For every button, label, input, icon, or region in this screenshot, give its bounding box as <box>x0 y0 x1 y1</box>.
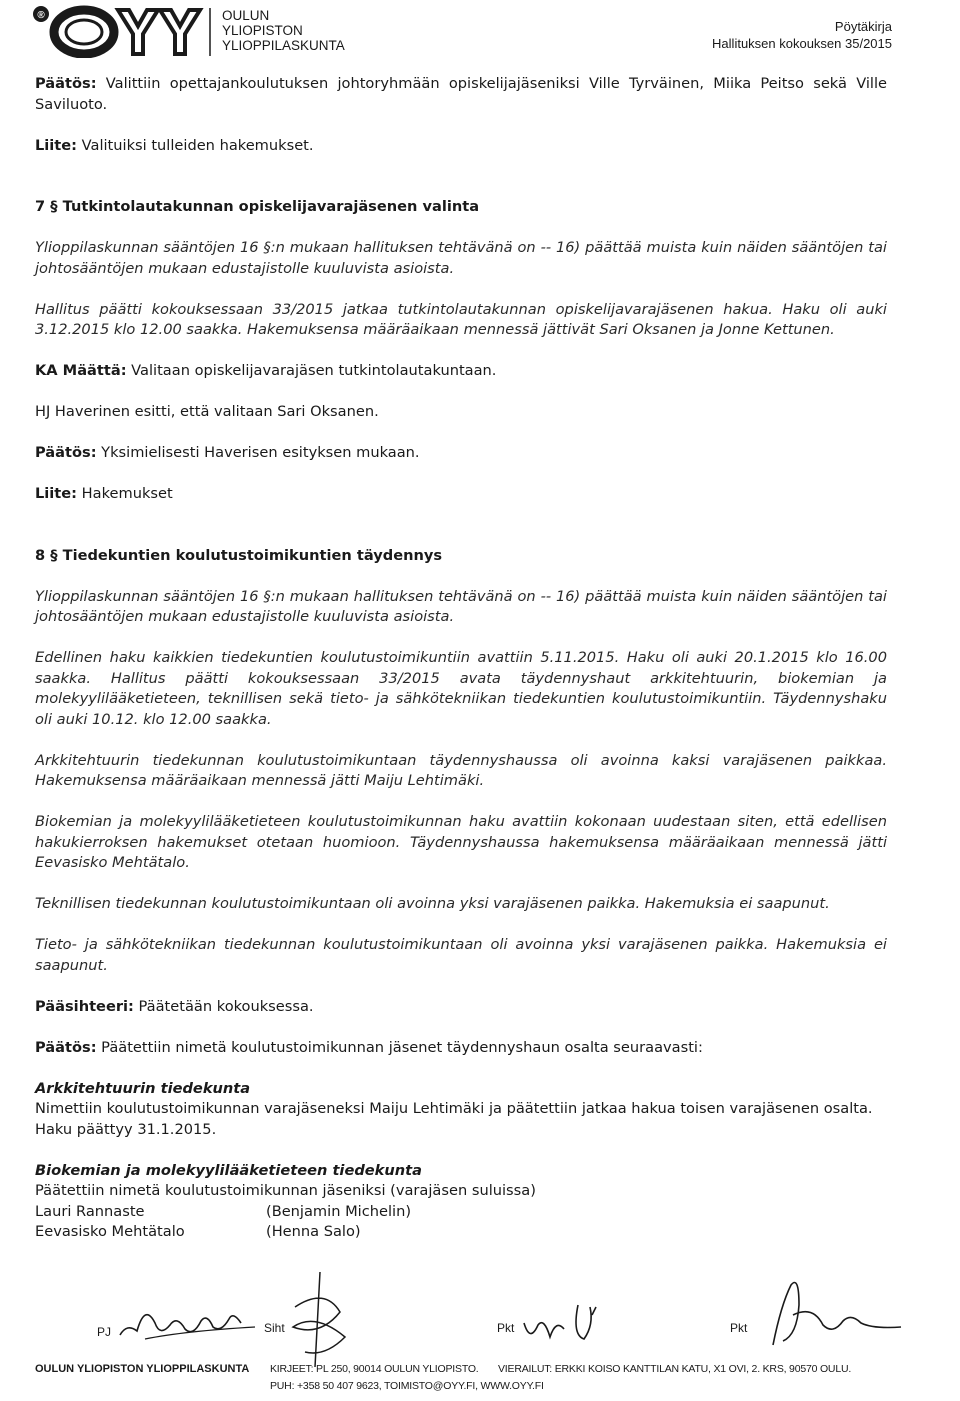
logo-line-2: YLIOPISTON <box>222 23 303 38</box>
attachment-label: Liite: <box>35 136 78 154</box>
minutes-checker-2-signature <box>753 1265 903 1355</box>
oyy-logo <box>32 4 212 58</box>
logo-line-1: OULUN <box>222 8 270 23</box>
footer-postal-address: KIRJEET: PL 250, 90014 OULUN YLIOPISTO. <box>270 1363 479 1375</box>
deputy-name: (Henna Salo) <box>266 1223 361 1240</box>
minutes-checker-1-label: Pkt <box>497 1321 515 1335</box>
section-8-paragraph-3: Biokemian ja molekyylilääketieteen koulutustoimikunnan haku avattiin kokonaan uudestaan siten, että edellisen hakukierroksen hakemukset otetaan huomioon. Täydennyshaussa hakemuksensa määräaikaan mennessä jätti Eevasisko Mehtätalo. <box>35 813 887 871</box>
architecture-faculty-text: Nimettiin koulutustoimikunnan varajäseneksi Maiju Lehtimäki ja päätettiin jatkaa hakua toisen varajäsenen osalta. Haku päättyy 31.1.2015. <box>35 1100 873 1138</box>
footer-visiting-address: VIERAILUT: ERKKI KOISO KANTTILAN KATU, X1 OVI, 2. KRS, 90570 OULU. <box>498 1363 852 1375</box>
document-type: Pöytäkirja <box>834 19 892 34</box>
decision-text: Valittiin opettajankoulutuksen johtoryhmään opiskelijajäseniksi Ville Tyrväinen, Miika Peitso sekä Ville Saviluoto. <box>35 75 887 113</box>
meeting-number: Hallituksen kokouksen 35/2015 <box>712 36 892 51</box>
footer-contact: PUH: +358 50 407 9623, TOIMISTO@OYY.FI, WWW.OYY.FI <box>270 1380 544 1392</box>
document-body <box>35 74 887 1243</box>
secretary-label: Siht <box>264 1321 285 1335</box>
member-row <box>35 1222 887 1243</box>
section-7-decision <box>35 443 887 464</box>
logo-line-3: YLIOPPILASKUNTA <box>222 38 345 53</box>
secretary-text: Päätetään kokouksessa. <box>133 997 314 1015</box>
section-8-paragraph-1: Edellinen haku kaikkien tiedekuntien koulutustoimikuntiin avattiin 5.11.2015. Haku oli auki 20.1.2015 klo 16.00 saakka. Hallitus päätti kokouksessaan 33/2015 avata täydennyshaut arkkitehtuurin, biokemian ja molekyylilääketieteen, teknillisen sekä tieto- ja sähkötekniikan tiedekuntien koulutustoimikuntiin. Täydennyshaku oli auki 10.12. klo 12.00 saakka. <box>35 649 887 728</box>
page-header <box>32 4 892 58</box>
biochemistry-faculty-text: Päätettiin nimetä koulutustoimikunnan jäseniksi (varajäsen suluissa) <box>35 1182 536 1199</box>
section-7-proposal <box>35 361 887 382</box>
section-7-motion: HJ Haverinen esitti, että valitaan Sari Oksanen. <box>35 403 379 420</box>
decision-label: Päätös: <box>35 75 97 92</box>
section-8-paragraph-4: Teknillisen tiedekunnan koulutustoimikuntaan oli avoinna yksi varajäsenen paikka. Hakemuksia ei saapunut. <box>35 895 830 912</box>
decision-label: Päätös: <box>35 1038 97 1056</box>
attachment-text: Valituiksi tulleiden hakemukset. <box>77 136 314 154</box>
biochemistry-faculty-heading: Biokemian ja molekyylilääketieteen tiedekunta <box>35 1161 422 1179</box>
previous-decision <box>35 74 887 115</box>
footer-organization: OULUN YLIOPISTON YLIOPPILASKUNTA <box>35 1363 250 1375</box>
section-8-secretary-proposal <box>35 997 887 1018</box>
section-8-heading: 8 § Tiedekuntien koulutustoimikuntien täydennys <box>35 546 443 564</box>
svg-text:®: ® <box>37 10 45 21</box>
secretary-label: Pääsihteeri: <box>35 997 134 1015</box>
decision-text: Yksimielisesti Haverisen esityksen mukaan. <box>96 444 420 461</box>
page-footer <box>35 1275 905 1395</box>
member-name: Lauri Rannaste <box>35 1202 145 1220</box>
section-7-attachment <box>35 484 887 505</box>
section-8-rule: Ylioppilaskunnan sääntöjen 16 §:n mukaan hallituksen tehtävänä on -- 16) päättää muista kuin näiden sääntöjen tai johtosääntöjen mukaan edustajistolle kuuluvista asioista. <box>35 587 887 625</box>
chair-label: PJ <box>97 1325 112 1339</box>
proposal-label: KA Määttä: <box>35 362 127 379</box>
section-7-rule: Ylioppilaskunnan sääntöjen 16 §:n mukaan hallituksen tehtävänä on -- 16) päättää muista kuin näiden sääntöjen tai johtosääntöjen mukaan edustajistolle kuuluvista asioista. <box>35 239 887 277</box>
proposal-text: Valitaan opiskelijavarajäsen tutkintolautakuntaan. <box>126 362 497 379</box>
previous-attachment <box>35 136 887 157</box>
section-7-heading: 7 § Tutkintolautakunnan opiskelijavarajäsenen valinta <box>35 198 480 215</box>
minutes-checker-1-signature <box>520 1295 640 1355</box>
chair-signature <box>115 1293 265 1348</box>
decision-text: Päätettiin nimetä koulutustoimikunnan jäsenet täydennyshaun osalta seuraavasti: <box>96 1038 703 1056</box>
section-7-background: Hallitus päätti kokouksessaan 33/2015 jatkaa tutkintolautakunnan opiskelijavarajäsenen hakua. Haku oli auki 3.12.2015 klo 12.00 saakka. Hakemuksensa määräaikaan mennessä jättivät Sari Oksanen ja Jonne Kettunen. <box>35 300 887 338</box>
minutes-checker-2-label: Pkt <box>730 1321 748 1335</box>
decision-label: Päätös: <box>35 444 97 461</box>
section-8-decision <box>35 1038 887 1059</box>
document-meta <box>712 18 892 52</box>
member-row <box>35 1202 887 1223</box>
attachment-label: Liite: <box>35 485 78 502</box>
deputy-name: (Benjamin Michelin) <box>266 1202 412 1220</box>
attachment-text: Hakemukset <box>77 485 173 502</box>
logo-wordmark <box>222 8 345 53</box>
section-8-paragraph-2: Arkkitehtuurin tiedekunnan koulutustoimikuntaan täydennyshaussa oli avoinna kaksi varajäsenen paikkaa. Hakemuksensa määräaikaan mennessä jätti Maiju Lehtimäki. <box>35 751 887 789</box>
architecture-faculty-heading: Arkkitehtuurin tiedekunta <box>35 1079 251 1097</box>
section-8-paragraph-5: Tieto- ja sähkötekniikan tiedekunnan koulutustoimikuntaan oli avoinna yksi varajäsenen paikka. Hakemuksia ei saapunut. <box>35 936 887 974</box>
secretary-signature <box>285 1267 355 1377</box>
member-name: Eevasisko Mehtätalo <box>35 1223 185 1240</box>
